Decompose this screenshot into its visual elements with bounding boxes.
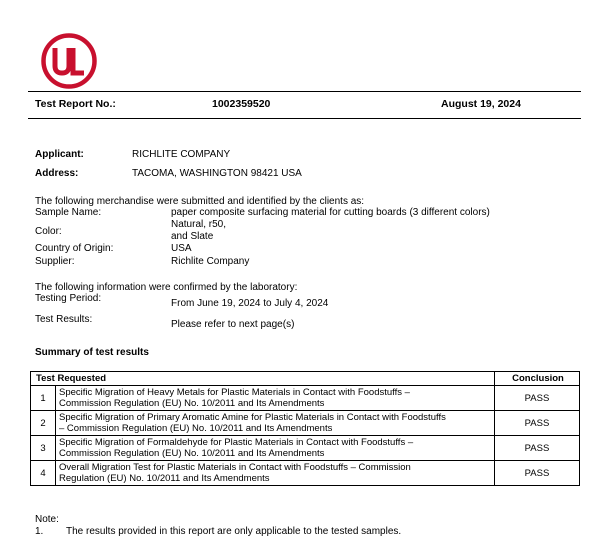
test-description — [56, 386, 495, 411]
note-item-number: 1. — [35, 526, 44, 537]
conclusion-header: Conclusion — [495, 372, 580, 386]
row-number: 4 — [31, 461, 56, 486]
test-description — [56, 411, 495, 436]
note-item-text: The results provided in this report are only applicable to the tested samples. — [66, 526, 402, 537]
test-description-line-1: Specific Migration of Heavy Metals for Plastic Materials in Contact with Foodstuffs – — [59, 387, 410, 398]
color-value-line-2: and Slate — [171, 231, 214, 242]
report-number-label: Test Report No.: — [35, 98, 116, 110]
conclusion-value: PASS — [495, 386, 580, 411]
summary-title: Summary of test results — [35, 347, 149, 358]
table-row — [31, 411, 580, 436]
conclusion-value: PASS — [495, 411, 580, 436]
applicant-value: RICHLITE COMPANY — [132, 149, 231, 160]
test-description-line-2: – Commission Regulation (EU) No. 10/2011 and Its Amendments — [59, 423, 333, 434]
conclusion-value: PASS — [495, 461, 580, 486]
applicant-label: Applicant: — [35, 149, 84, 160]
lab-intro: The following information were confirmed by the laboratory: — [35, 282, 298, 293]
report-number: 1002359520 — [212, 98, 271, 110]
test-description — [56, 461, 495, 486]
row-number: 2 — [31, 411, 56, 436]
sample-name-label: Sample Name: — [35, 207, 102, 218]
country-label: Country of Origin: — [35, 243, 114, 254]
address-label: Address: — [35, 168, 79, 179]
testing-period-value: From June 19, 2024 to July 4, 2024 — [171, 298, 329, 309]
report-date: August 19, 2024 — [441, 98, 521, 110]
supplier-label: Supplier: — [35, 256, 75, 267]
test-results-value: Please refer to next page(s) — [171, 319, 295, 330]
table-row — [31, 436, 580, 461]
row-number: 1 — [31, 386, 56, 411]
test-description-line-2: Regulation (EU) No. 10/2011 and Its Amendments — [59, 473, 270, 484]
color-value-line-1: Natural, r50, — [171, 219, 227, 230]
ul-logo — [41, 33, 97, 89]
test-description-line-2: Commission Regulation (EU) No. 10/2011 and Its Amendments — [59, 448, 325, 459]
summary-header-row — [31, 372, 580, 386]
test-description-line-1: Overall Migration Test for Plastic Materials in Contact with Foodstuffs – Commission — [59, 462, 411, 473]
header-bottom-rule — [28, 118, 581, 119]
row-number: 3 — [31, 436, 56, 461]
table-row — [31, 386, 580, 411]
header-top-rule — [28, 91, 581, 92]
conclusion-value: PASS — [495, 436, 580, 461]
test-results-label: Test Results: — [35, 314, 93, 325]
testing-period-label: Testing Period: — [35, 293, 102, 304]
summary-table — [30, 371, 580, 486]
test-description — [56, 436, 495, 461]
sample-name-value: paper composite surfacing material for cutting boards (3 different colors) — [171, 207, 490, 218]
note-label: Note: — [35, 514, 59, 525]
supplier-value: Richlite Company — [171, 256, 250, 267]
merchandise-intro: The following merchandise were submitted and identified by the clients as: — [35, 196, 365, 207]
table-row — [31, 461, 580, 486]
test-requested-header: Test Requested — [31, 372, 495, 386]
country-value: USA — [171, 243, 192, 254]
color-label: Color: — [35, 226, 62, 237]
test-description-line-2: Commission Regulation (EU) No. 10/2011 and Its Amendments — [59, 398, 325, 409]
test-description-line-1: Specific Migration of Formaldehyde for Plastic Materials in Contact with Foodstuffs – — [59, 437, 414, 448]
test-description-line-1: Specific Migration of Primary Aromatic Amine for Plastic Materials in Contact with Foodstuffs — [59, 412, 446, 423]
address-value: TACOMA, WASHINGTON 98421 USA — [132, 168, 302, 179]
